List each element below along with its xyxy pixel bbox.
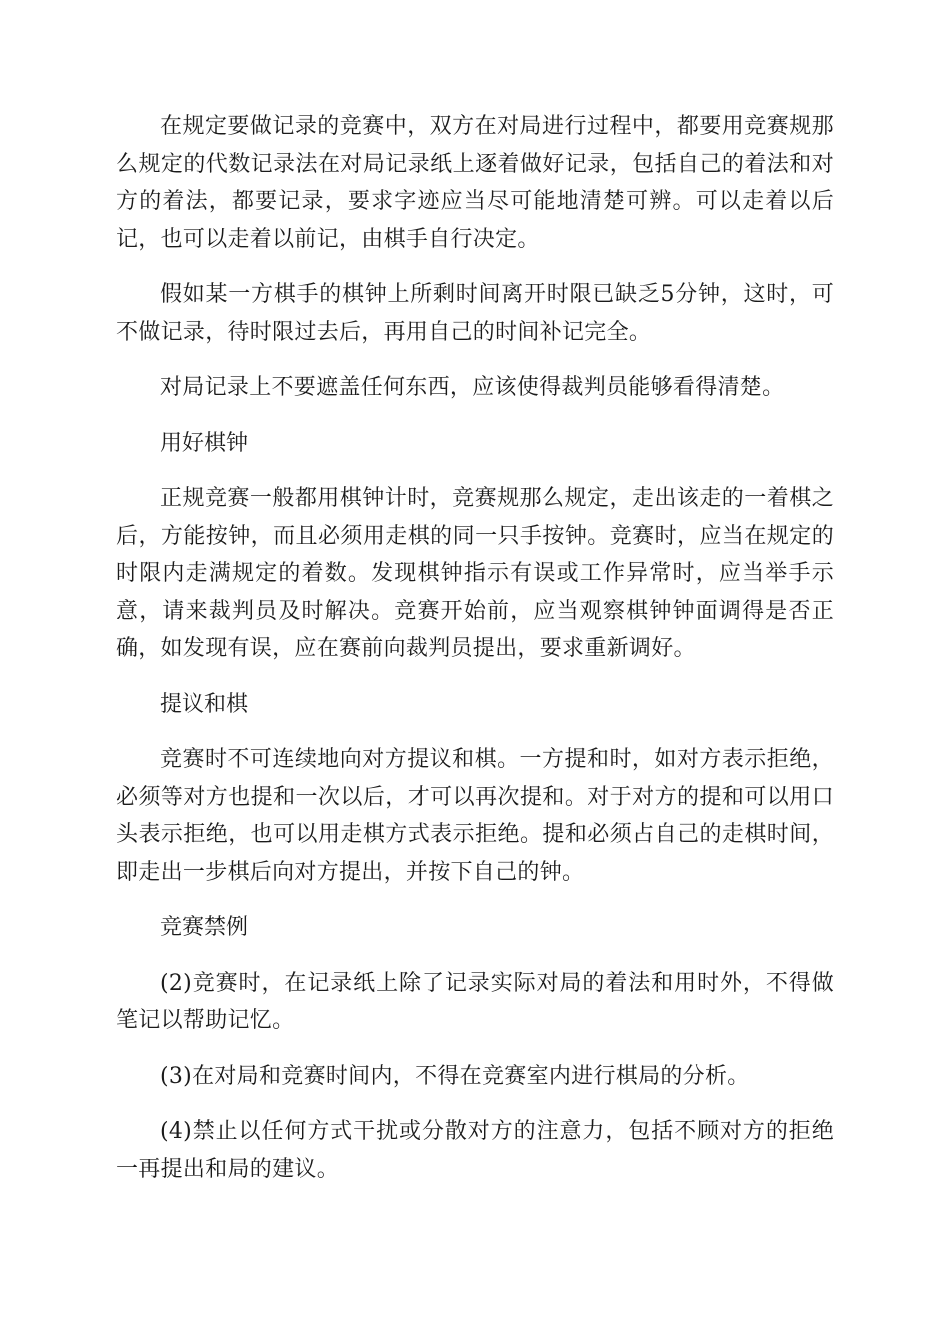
document-page <box>116 108 834 1206</box>
paragraph-prohibition-2: (2)竞赛时，在记录纸上除了记录实际对局的着法和用时外，不得做笔记以帮助记忆。 <box>116 970 834 1033</box>
paragraph-time-shortage: 假如某一方棋手的棋钟上所剩时间离开时限已缺乏5分钟，这时，可不做记录，待时限过去后，再用自己的时间补记完全。 <box>116 282 834 345</box>
paragraph-prohibition-3: (3)在对局和竞赛时间内，不得在竞赛室内进行棋局的分析。 <box>160 1063 750 1089</box>
section-heading-prohibitions: 竞赛禁例 <box>160 915 249 940</box>
paragraph-draw-offer: 竞赛时不可连续地向对方提议和棋。一方提和时，如对方表示拒绝，必须等对方也提和一次以后，才可以再次提和。对于对方的提和可以用口头表示拒绝，也可以用走棋方式表示拒绝。提和必须占自己的走棋时间，即走出一步棋后向对方提出，并按下自己的钟。 <box>116 747 834 885</box>
section-heading-draw-offer: 提议和棋 <box>160 691 249 717</box>
paragraph-record-visibility: 对局记录上不要遮盖任何东西，应该使得裁判员能够看得清楚。 <box>160 375 785 400</box>
paragraph-clock-usage: 正规竞赛一般都用棋钟计时，竞赛规那么规定，走出该走的一着棋之后，方能按钟，而且必须用走棋的同一只手按钟。竞赛时，应当在规定的时限内走满规定的着数。发现棋钟指示有误或工作异常时，应当举手示意，请来裁判员及时解决。竞赛开始前，应当观察棋钟钟面调得是否正确，如发现有误，应在赛前向裁判员提出，要求重新调好。 <box>116 486 834 661</box>
paragraph-prohibition-4: (4)禁止以任何方式干扰或分散对方的注意力，包括不顾对方的拒绝一再提出和局的建议。 <box>116 1119 834 1182</box>
paragraph-recording-rules: 在规定要做记录的竞赛中，双方在对局进行过程中，都要用竞赛规那么规定的代数记录法在对局记录纸上逐着做好记录，包括自己的着法和对方的着法，都要记录，要求字迹应当尽可能地清楚可辨。可以走着以后记，也可以走着以前记，由棋手自行决定。 <box>116 114 834 252</box>
section-heading-clock: 用好棋钟 <box>160 430 249 456</box>
